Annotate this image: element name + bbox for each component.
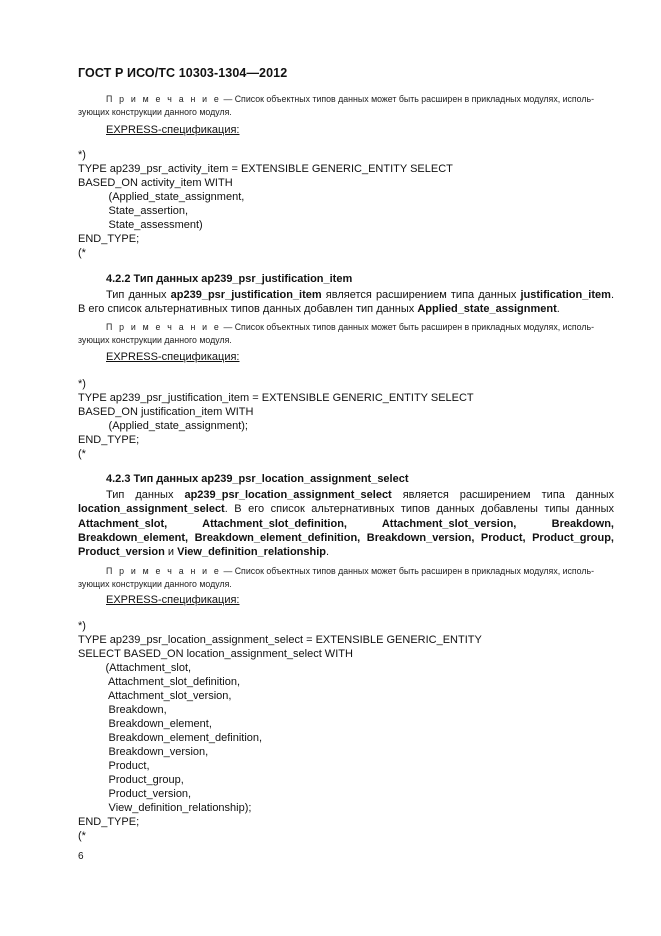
code-block-1: *) TYPE ap239_psr_activity_item = EXTENSIBLE GENERIC_ENTITY SELECT BASED_ON activity_item WITH (Applied_state_assignment, State_assertion, State_assessment) END_TYPE; (* <box>78 149 453 259</box>
note-1 <box>78 93 618 119</box>
page-number: 6 <box>78 851 84 862</box>
express-label-2: EXPRESS-спецификация: <box>106 351 240 363</box>
note-label: П р и м е ч а н и е <box>106 94 222 104</box>
express-label-3: EXPRESS-спецификация: <box>106 594 240 606</box>
section-heading-4-2-3: 4.2.3 Тип данных ap239_psr_location_assignment_select <box>106 473 409 485</box>
note-3: П р и м е ч а н и е — Список объектных типов данных может быть расширен в прикладных модулях, исполь- зующих конструкции данного модуля. <box>78 566 595 589</box>
code-block-3: *) TYPE ap239_psr_location_assignment_select = EXTENSIBLE GENERIC_ENTITY SELECT BASED_ON location_assignment_select WITH (Attachment_slot, Attachment_slot_definition, Attachment_slot_version, Breakdown, Breakdown_element, Breakdown_element_definition, Breakdown_version, Product, Product_group, Product_version, View_definition_relationship); END_TYPE; (* <box>78 620 482 842</box>
note-text: — Список объектных типов данных может быть расширен в прикладных модулях, исполь- <box>221 94 595 104</box>
note-text-cont: зующих конструкции данного модуля. <box>78 107 232 117</box>
note-2: П р и м е ч а н и е — Список объектных типов данных может быть расширен в прикладных модулях, исполь- зующих конструкции данного модуля. <box>78 322 595 345</box>
section-paragraph-4-2-3: Тип данных ap239_psr_location_assignment_select является расширением типа данных location_assignment_select. В его список альтернативных типов данных добавлены типы данных Attachment_slot, Attachment_slot_definition, Attachment_slot_version, Breakdown, Breakdown_element, Breakdown_element_definition, Breakdown_version, Product, Product_group, Product_version и View_definition_relationship. <box>78 489 614 559</box>
section-heading-4-2-2: 4.2.2 Тип данных ap239_psr_justification_item <box>106 273 353 285</box>
document-header: ГОСТ Р ИСО/ТС 10303-1304—2012 <box>78 66 288 80</box>
code-block-2: *) TYPE ap239_psr_justification_item = EXTENSIBLE GENERIC_ENTITY SELECT BASED_ON justification_item WITH (Applied_state_assignment); END_TYPE; (* <box>78 378 474 460</box>
express-label-1: EXPRESS-спецификация: <box>106 124 240 136</box>
section-paragraph-4-2-2: Тип данных ap239_psr_justification_item является расширением типа данных justification_item. В его список альтернативных типов данных добавлен тип данных Applied_state_assignment. <box>78 289 614 316</box>
